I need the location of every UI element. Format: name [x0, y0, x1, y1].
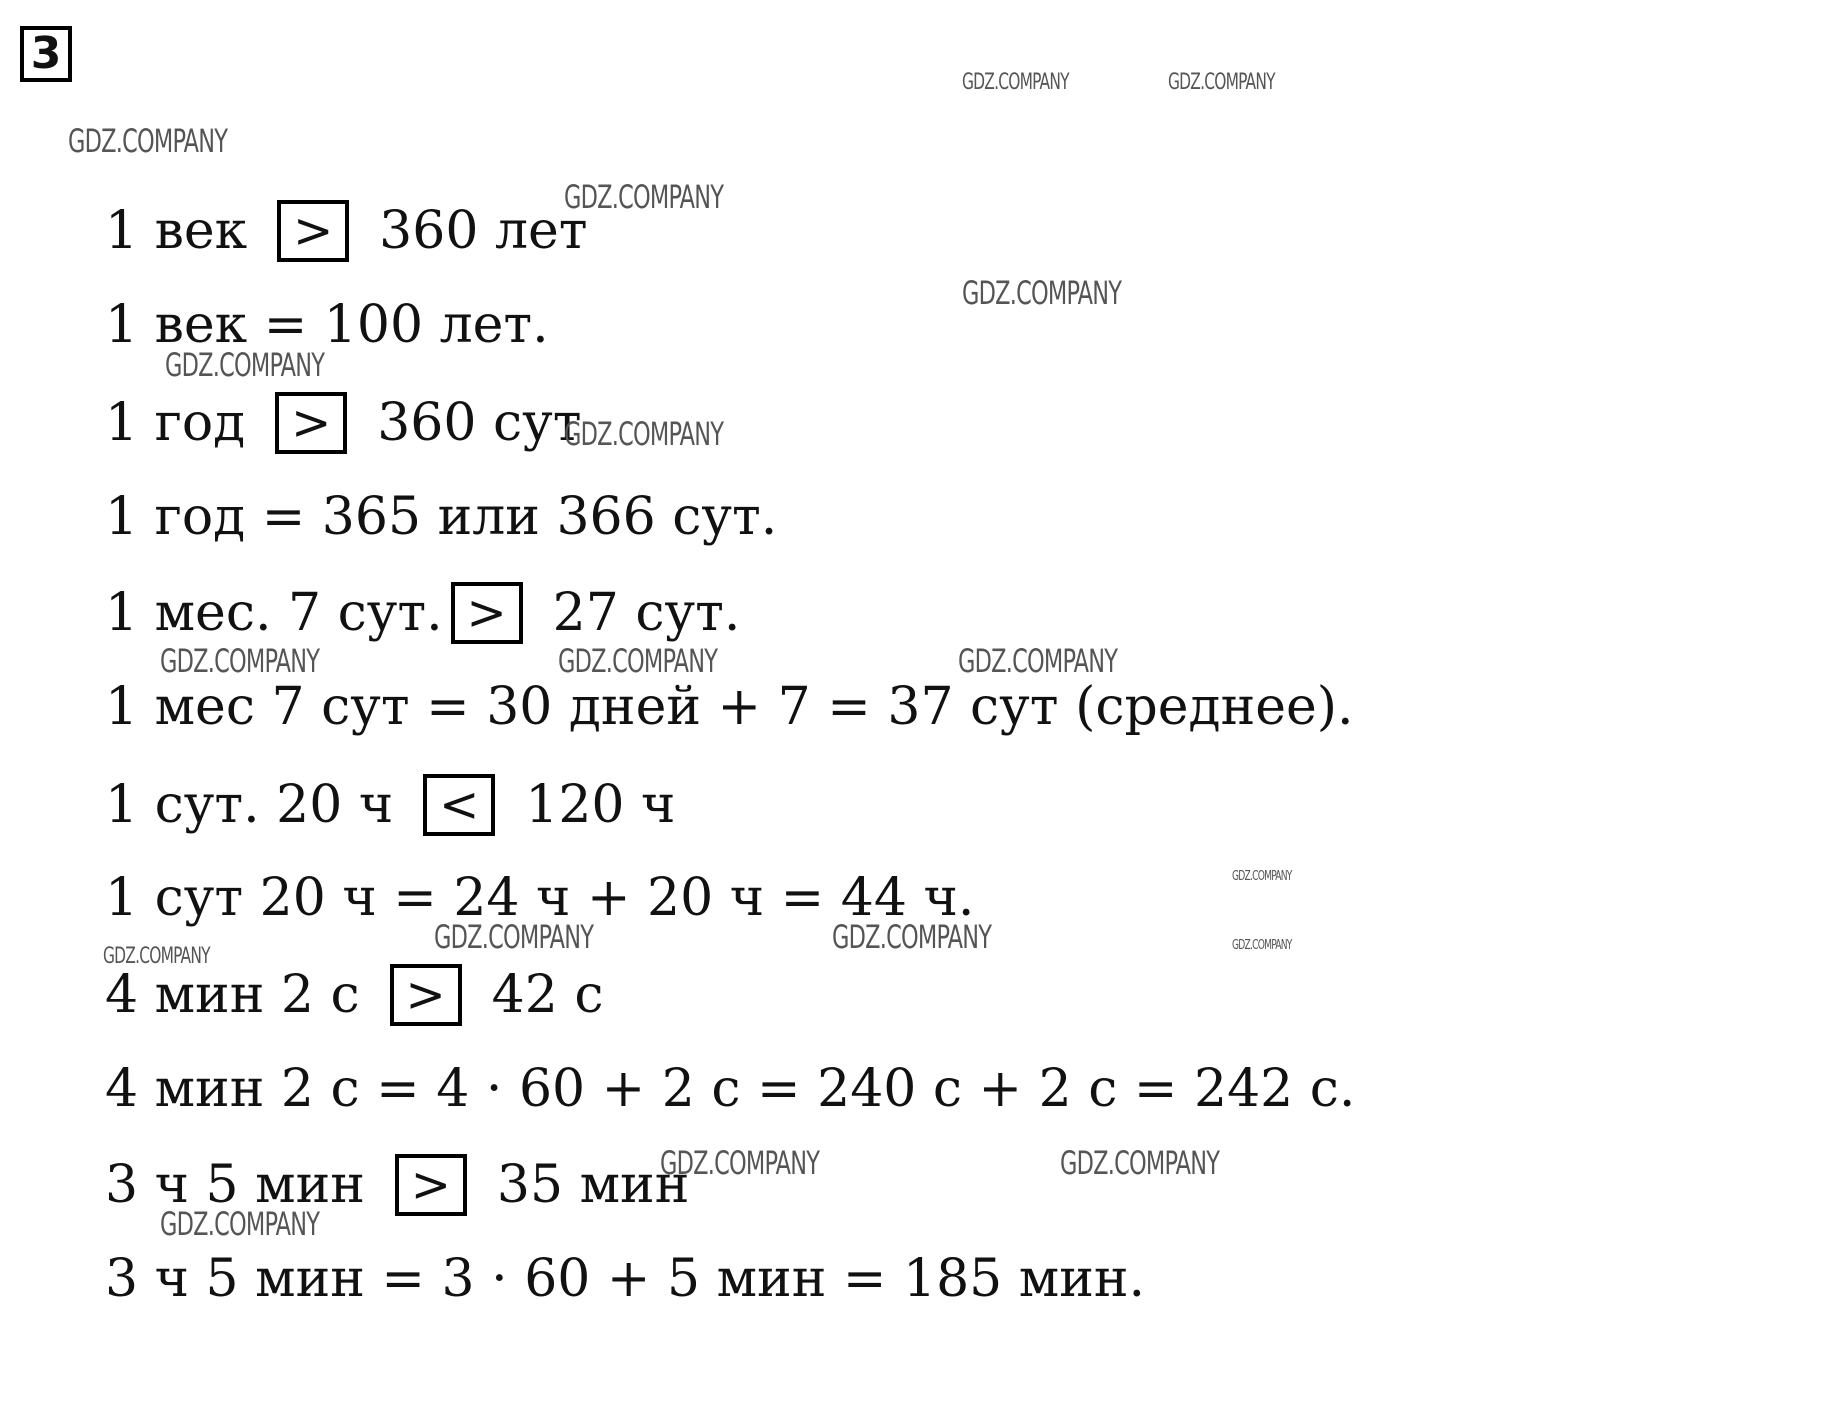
comparison-right: 360 лет — [379, 201, 588, 261]
explanation-row: 4 мин 2 с = 4 · 60 + 2 с = 240 с + 2 с = 242 с. — [105, 1059, 1356, 1119]
comparison-sign-box: > — [275, 392, 347, 454]
watermark: GDZ.COMPANY — [68, 122, 228, 160]
comparison-sign-box: > — [395, 1154, 467, 1216]
explanation-row: 1 мес 7 сут = 30 дней + 7 = 37 сут (среднее). — [105, 677, 1354, 737]
comparison-sign-box: > — [390, 964, 462, 1026]
watermark: GDZ.COMPANY — [1232, 869, 1292, 884]
comparison-left: 1 мес. 7 сут. — [105, 583, 443, 643]
comparison-right: 27 сут. — [552, 583, 741, 643]
watermark: GDZ.COMPANY — [434, 918, 594, 956]
comparison-row-day-hours — [105, 774, 675, 836]
comparison-left: 1 век — [105, 201, 248, 261]
watermark: GDZ.COMPANY — [160, 642, 320, 680]
comparison-right: 120 ч — [525, 775, 676, 835]
watermark: GDZ.COMPANY — [558, 642, 718, 680]
watermark: GDZ.COMPANY — [103, 944, 210, 969]
explanation-row: 1 сут 20 ч = 24 ч + 20 ч = 44 ч. — [105, 868, 975, 928]
comparison-left: 1 сут. 20 ч — [105, 775, 394, 835]
comparison-row-year-days — [105, 392, 581, 454]
watermark: GDZ.COMPANY — [165, 346, 325, 384]
comparison-left: 3 ч 5 мин — [105, 1155, 365, 1215]
comparison-row-century-years — [105, 200, 588, 262]
watermark: GDZ.COMPANY — [564, 178, 724, 216]
comparison-sign-box: > — [277, 200, 349, 262]
watermark: GDZ.COMPANY — [962, 70, 1069, 95]
comparison-row-minutes-seconds — [105, 964, 603, 1026]
watermark: GDZ.COMPANY — [962, 274, 1122, 312]
watermark: GDZ.COMPANY — [564, 415, 724, 453]
comparison-sign-box: > — [451, 582, 523, 644]
explanation-row: 1 год = 365 или 366 сут. — [105, 487, 778, 547]
comparison-row-month-days — [105, 582, 740, 644]
comparison-left: 4 мин 2 с — [105, 965, 360, 1025]
watermark: GDZ.COMPANY — [1232, 938, 1292, 953]
watermark: GDZ.COMPANY — [1060, 1144, 1220, 1182]
comparison-right: 42 с — [491, 965, 604, 1025]
watermark: GDZ.COMPANY — [832, 918, 992, 956]
explanation-row: 3 ч 5 мин = 3 · 60 + 5 мин = 185 мин. — [105, 1249, 1146, 1309]
comparison-right: 35 мин — [496, 1155, 690, 1215]
watermark: GDZ.COMPANY — [660, 1144, 820, 1182]
watermark: GDZ.COMPANY — [160, 1205, 320, 1243]
watermark: GDZ.COMPANY — [1168, 70, 1275, 95]
comparison-sign-box: < — [423, 774, 495, 836]
task-number-box: 3 — [20, 26, 72, 82]
comparison-right: 360 сут — [377, 393, 582, 453]
explanation-row: 1 век = 100 лет. — [105, 295, 549, 355]
watermark: GDZ.COMPANY — [958, 642, 1118, 680]
comparison-left: 1 год — [105, 393, 246, 453]
